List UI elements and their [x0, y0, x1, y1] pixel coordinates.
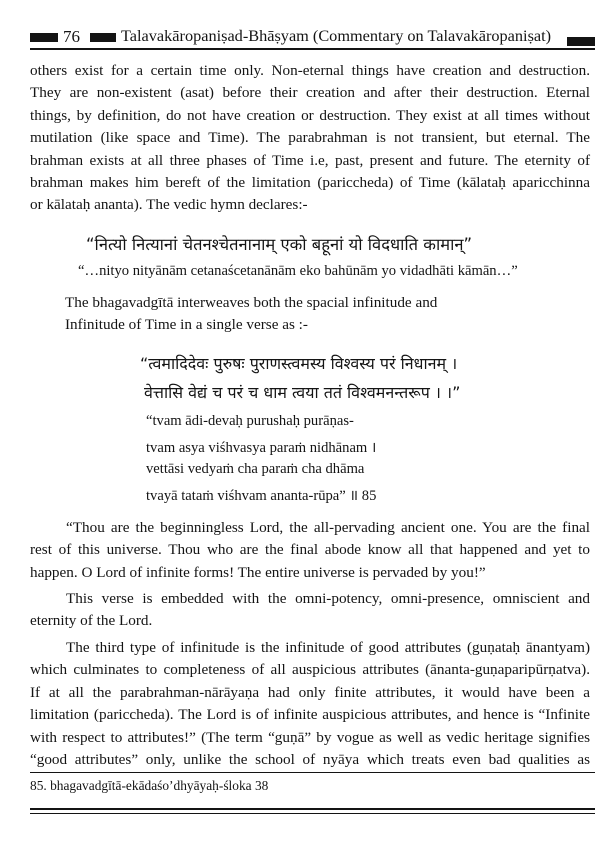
footnote-rule: [30, 772, 595, 773]
text-line: The bhagavadgītā interweaves both the spacial infinitude and: [65, 294, 438, 311]
footer-rule-1: [30, 808, 595, 810]
text-line: This verse is embedded with the omni-potency, omni-presence, omniscient and: [66, 590, 590, 607]
text-line: rest of this universe. Thou who are the final abode know all that happened and yet to: [30, 541, 590, 559]
page-number: 76: [63, 27, 80, 46]
text-line: which culminates to completeness of all auspicious attributes (ānanta-guṇaparipūrṇatva).: [30, 661, 590, 679]
text-line: happen. O Lord of infinite forms! The entire universe is pervaded by you!”: [30, 563, 486, 581]
vedic-hymn-sanskrit: “नित्यो नित्यानां चेतनश्चेतनानाम् एको बहूनां यो विदधाति कामान्”: [86, 235, 473, 254]
gita-verse-line-1: “त्वमादिदेवः पुरुषः पुराणस्त्वमस्य विश्वस्य परं निधानम् ।: [140, 354, 458, 373]
header-ornament-right: [567, 37, 595, 46]
header-ornament-left: [30, 33, 58, 42]
gita-verse-line-2: वेत्तासि वेद्यं च परं च धाम त्वया ततं विश्वमनन्तरूप । ।”: [144, 383, 461, 402]
paragraph-gita-intro: [65, 292, 585, 337]
text-line: “good attributes” only, unlike the school of nyāya which treats even bad qualities as: [30, 751, 590, 769]
paragraph-translation: [30, 517, 590, 584]
paragraph-attributes: [30, 637, 590, 771]
text-line: or kālataḥ ananta). The vedic hymn declares:-: [30, 196, 308, 214]
text-line: mutilation (like space and Time). The parabrahman is not transient, but eternal. The: [30, 129, 590, 147]
header-ornament-middle: [90, 33, 116, 42]
text-line: brahman makes him bereft of the limitation (pariccheda) of Time (kālataḥ aparicchinna: [30, 174, 590, 192]
text-line: The third type of infinitude is the infinitude of good attributes (guṇataḥ ānantyam): [66, 639, 590, 656]
footnote-85: 85. bhagavadgītā-ekādaśo’dhyāyaḥ-śloka 38: [30, 778, 269, 793]
text-line: “Thou are the beginningless Lord, the all-pervading ancient one. You are the final: [66, 519, 590, 536]
vedic-hymn-transliteration: “…nityo nityānām cetanaścetanānām eko bahūnām yo vidadhāti kāmān…”: [78, 263, 518, 279]
paragraph-eternity: [30, 60, 590, 217]
text-line: with respect to attributes!” (The term “guṇā” by vogue as well as vedic heritage signifies: [30, 728, 590, 746]
footer-rule-2: [30, 813, 595, 814]
text-line: eternity of the Lord.: [30, 612, 153, 630]
text-line: Infinitude of Time in a single verse as :-: [65, 316, 308, 334]
text-line: If at all the parabrahman-nārāyaṇa had only finite attributes, it would have been a: [30, 683, 590, 701]
text-line: brahman exists at all three phases of Time i.e, past, present and future. The eternity of: [30, 151, 590, 169]
text-line: They are non-existent (asat) before their creation and after their destruction. Eternal: [30, 84, 590, 102]
text-line: things, by definition, do not have creation or destruction. They exist at all times without: [30, 106, 590, 124]
gita-translit-line-2: tvam asya viśhvasya paraṁ nidhānam ।: [146, 440, 377, 456]
text-line: others exist for a certain time only. Non-eternal things have creation and destruction.: [30, 62, 590, 79]
text-line: limitation (paricchedа). The Lord is of infinite auspicious attributes, and hence is “Infinite: [30, 706, 590, 724]
header-rule: [30, 48, 595, 50]
gita-translit-line-4: tvayā tataṁ viśhvam ananta-rūpa” ॥ 85: [146, 488, 377, 504]
running-title: Talavakāropaniṣad-Bhāṣyam (Commentary on Talavakāropaniṣat): [121, 26, 552, 45]
paragraph-omni: [30, 588, 590, 633]
gita-translit-line-1: “tvam ādi-devaḥ purushaḥ purāṇas-: [146, 413, 354, 429]
gita-translit-line-3: vettāsi vedyaṁ cha paraṁ cha dhāma: [146, 461, 365, 477]
page-header: [30, 26, 595, 48]
